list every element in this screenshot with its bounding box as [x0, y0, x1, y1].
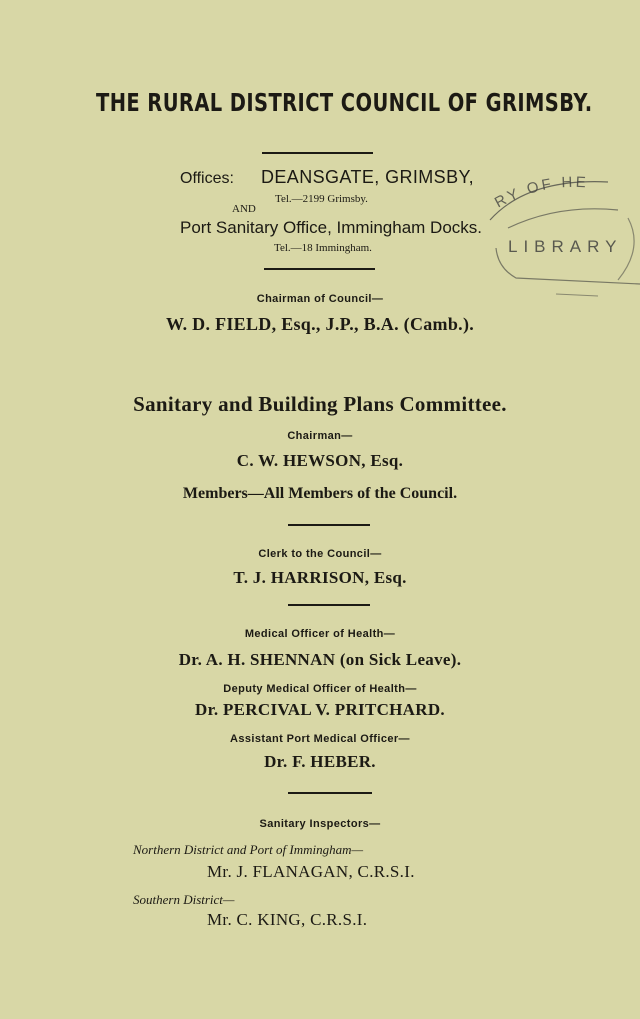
medical-officer-label: Medical Officer of Health—: [244, 628, 396, 640]
offices-address: DEANSGATE, GRIMSBY,: [261, 167, 474, 187]
svg-text:RY OF HE: [492, 174, 589, 212]
clerk-divider: [288, 604, 370, 606]
offices-label: Offices:: [180, 170, 234, 187]
and-text: AND: [232, 203, 256, 215]
chairman-council-name: W. D. FIELD, Esq., J.P., B.A. (Camb.).: [165, 314, 475, 334]
medical-officer-name: Dr. A. H. SHENNAN (on Sick Leave).: [178, 650, 462, 669]
southern-district-label: Southern District—: [133, 892, 235, 907]
southern-inspector-name: Mr. C. KING, C.R.S.I.: [207, 910, 368, 929]
immingham-tel: Tel.—18 Immingham.: [274, 242, 372, 254]
committee-divider: [288, 524, 370, 526]
committee-chairman-name: C. W. HEWSON, Esq.: [236, 451, 404, 470]
chairman-council-label: Chairman of Council—: [256, 293, 384, 305]
committee-heading: Sanitary and Building Plans Committee.: [133, 392, 507, 416]
stamp-upper-text: RY OF HE: [491, 173, 590, 212]
stamp-lower-text: LIBRARY: [508, 237, 623, 256]
deputy-medical-officer-label: Deputy Medical Officer of Health—: [223, 683, 417, 695]
deputy-medical-officer-name: Dr. PERCIVAL V. PRITCHARD.: [195, 700, 445, 719]
committee-members: Members—All Members of the Council.: [182, 485, 458, 502]
officers-divider: [288, 792, 372, 794]
offices-divider: [264, 268, 375, 270]
port-office: Port Sanitary Office, Immingham Docks.: [180, 218, 483, 237]
assistant-port-officer-name: Dr. F. HEBER.: [264, 752, 376, 771]
council-title: THE RURAL DISTRICT COUNCIL OF GRIMSBY.: [96, 88, 593, 117]
top-divider: [262, 152, 373, 154]
clerk-label: Clerk to the Council—: [258, 548, 382, 560]
library-stamp: [468, 168, 640, 308]
northern-inspector-name: Mr. J. FLANAGAN, C.R.S.I.: [207, 862, 415, 881]
inspectors-label: Sanitary Inspectors—: [259, 818, 381, 830]
grimsby-tel: Tel.—2199 Grimsby.: [275, 193, 368, 205]
northern-district-label: Northern District and Port of Immingham—: [133, 842, 364, 857]
clerk-name: T. J. HARRISON, Esq.: [233, 568, 407, 587]
committee-chairman-label: Chairman—: [287, 430, 353, 442]
assistant-port-officer-label: Assistant Port Medical Officer—: [230, 733, 410, 745]
